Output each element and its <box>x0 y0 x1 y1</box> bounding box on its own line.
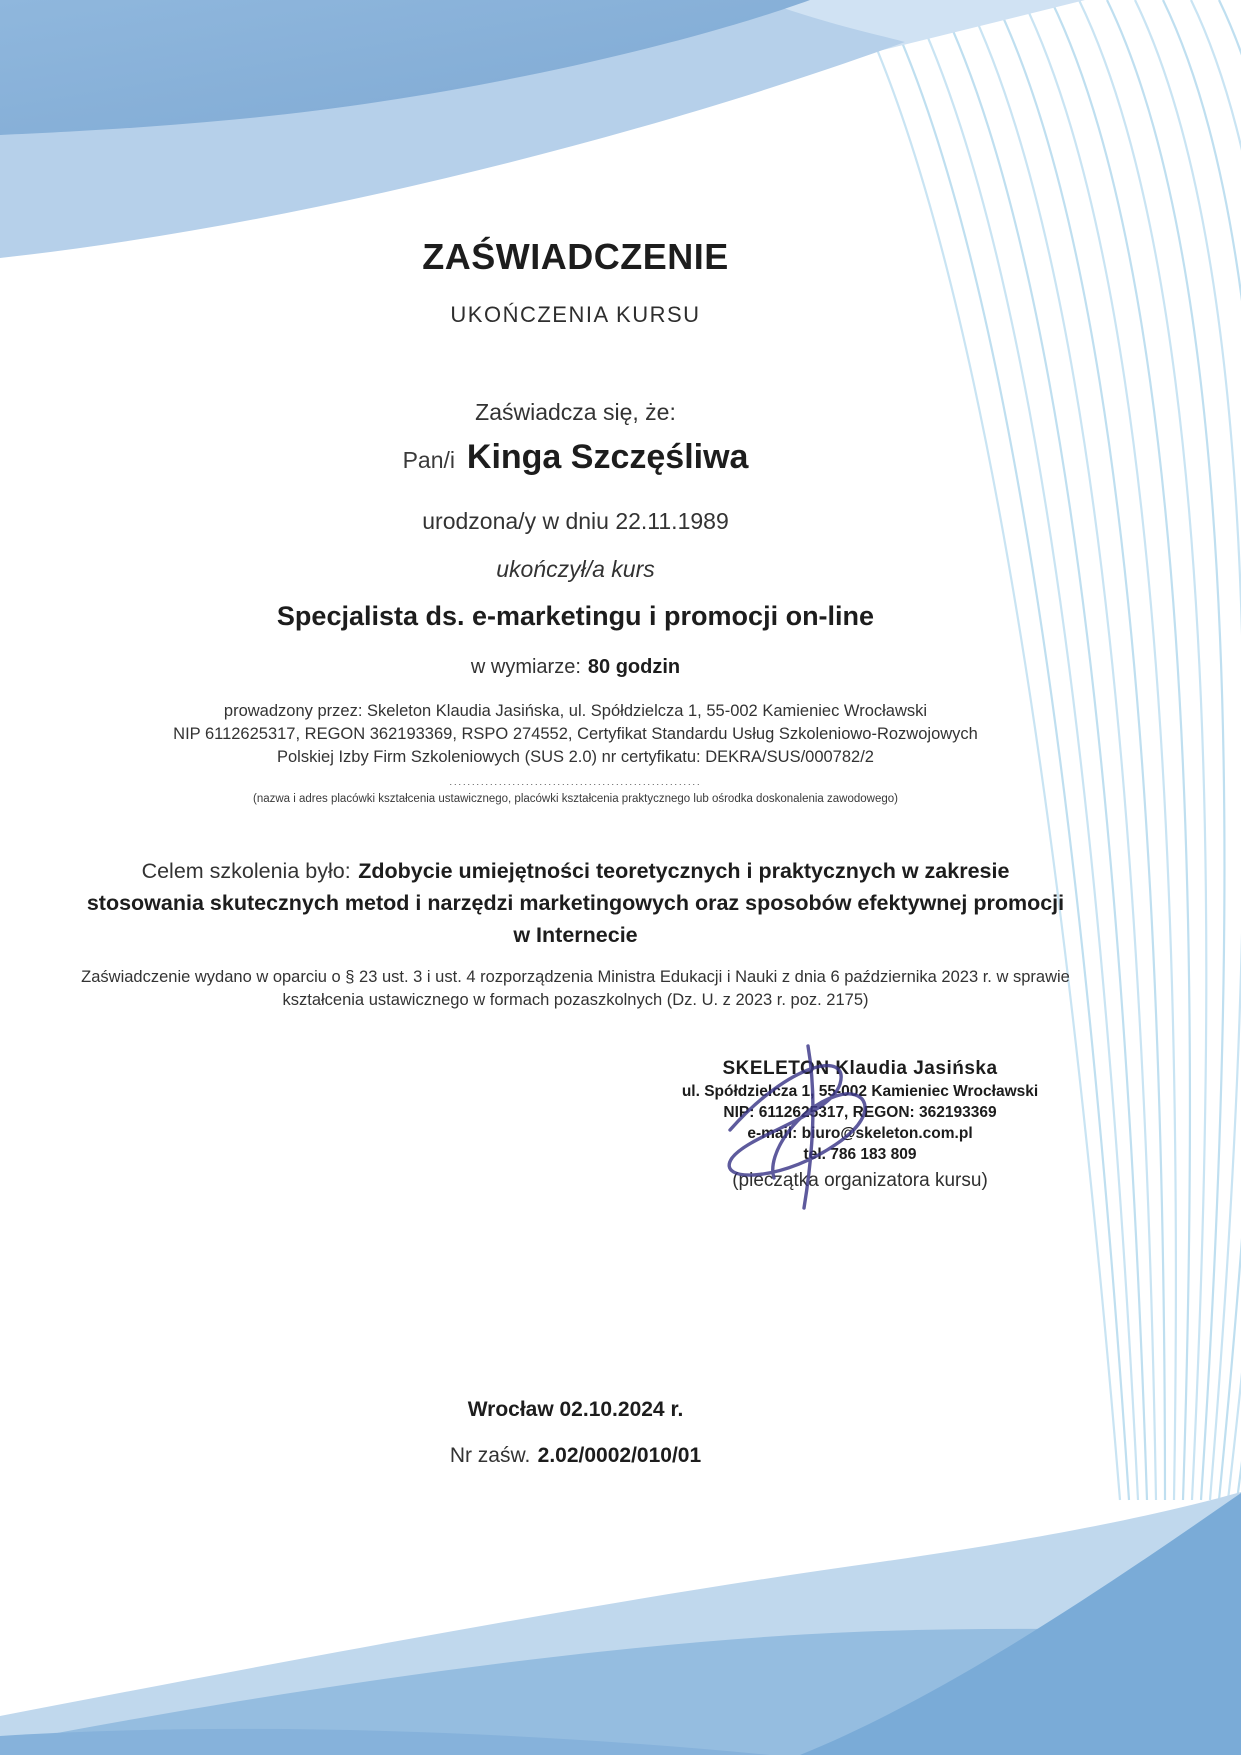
stamp-email-line: e-mail: biuro@skeleton.com.pl <box>747 1125 973 1142</box>
birth-date-line: urodzona/y w dniu 22.11.1989 <box>422 508 729 534</box>
organizer-caption: (nazwa i adres placówki kształcenia ustawicznego, placówki kształcenia praktycznego lub ośrodka doskonalenia zawodowego) <box>253 793 898 805</box>
stamp-company-line: SKELETON Klaudia Jasińska <box>722 1058 998 1079</box>
honorific-label: Pan/i <box>402 447 455 473</box>
certificate-number-line <box>0 1444 1151 1468</box>
certificate-number-value: 2.02/0002/010/01 <box>537 1444 702 1467</box>
certificate-subtitle: UKOŃCZENIA KURSU <box>450 302 701 327</box>
city-date-line: Wrocław 02.10.2024 r. <box>467 1398 684 1421</box>
dotted-separator: ........................................................ <box>449 777 702 787</box>
stamp-phone-line: tel. 786 183 809 <box>803 1146 917 1163</box>
stamp-address-line: ul. Spółdzielcza 1, 55-002 Kamieniec Wrocławski <box>681 1083 1039 1100</box>
completed-course-line: ukończył/a kurs <box>496 556 655 582</box>
training-goal-paragraph <box>0 855 1151 951</box>
stamp-nip-regon-line: NIP: 6112625317, REGON: 362193369 <box>723 1104 997 1121</box>
handwritten-signature <box>690 1042 970 1212</box>
participant-name: Kinga Szczęśliwa <box>466 438 749 476</box>
course-title: Specjalista ds. e-marketingu i promocji on-line <box>276 601 875 631</box>
certificate-number-label: Nr zaśw. <box>449 1444 531 1467</box>
legal-basis-paragraph <box>0 966 1151 1012</box>
name-line <box>0 438 1151 477</box>
organizer-paragraph <box>0 700 1151 769</box>
duration-line <box>0 656 1151 679</box>
legal-text: Zaświadczenie wydano w oparciu o § 23 ust. 3 i ust. 4 rozporządzenia Ministra Edukacji i Nauki z dnia 6 października 2023 r. w sprawie kształcenia ustawicznego w formach pozaszkolnych (Dz. U. z 2023 r. poz. 2175) <box>81 968 1070 1009</box>
stamp-caption: (pieczątka organizatora kursu) <box>732 1170 988 1191</box>
goal-text: Zdobycie umiejętności teoretycznych i praktycznych w zakresie stosowania skutecznych metod i narzędzi marketingowych oraz sposobów efektywnej promocji w Internecie <box>86 859 1065 947</box>
goal-label: Celem szkolenia było: <box>141 859 351 883</box>
organizer-line: Polskiej Izby Firm Szkoleniowych (SUS 2.0) nr certyfikatu: DEKRA/SUS/000782/2 <box>277 748 874 766</box>
statement-line: Zaświadcza się, że: <box>475 399 676 425</box>
duration-label: w wymiarze: <box>470 656 581 678</box>
certificate-title: ZAŚWIADCZENIE <box>422 236 729 277</box>
duration-value: 80 godzin <box>587 656 681 678</box>
organizer-line: NIP 6112625317, REGON 362193369, RSPO 274552, Certyfikat Standardu Usług Szkoleniowo-Rozwojowych <box>173 725 978 743</box>
organizer-line: prowadzony przez: Skeleton Klaudia Jasińska, ul. Spółdzielcza 1, 55-002 Kamieniec Wrocławski <box>223 702 928 720</box>
